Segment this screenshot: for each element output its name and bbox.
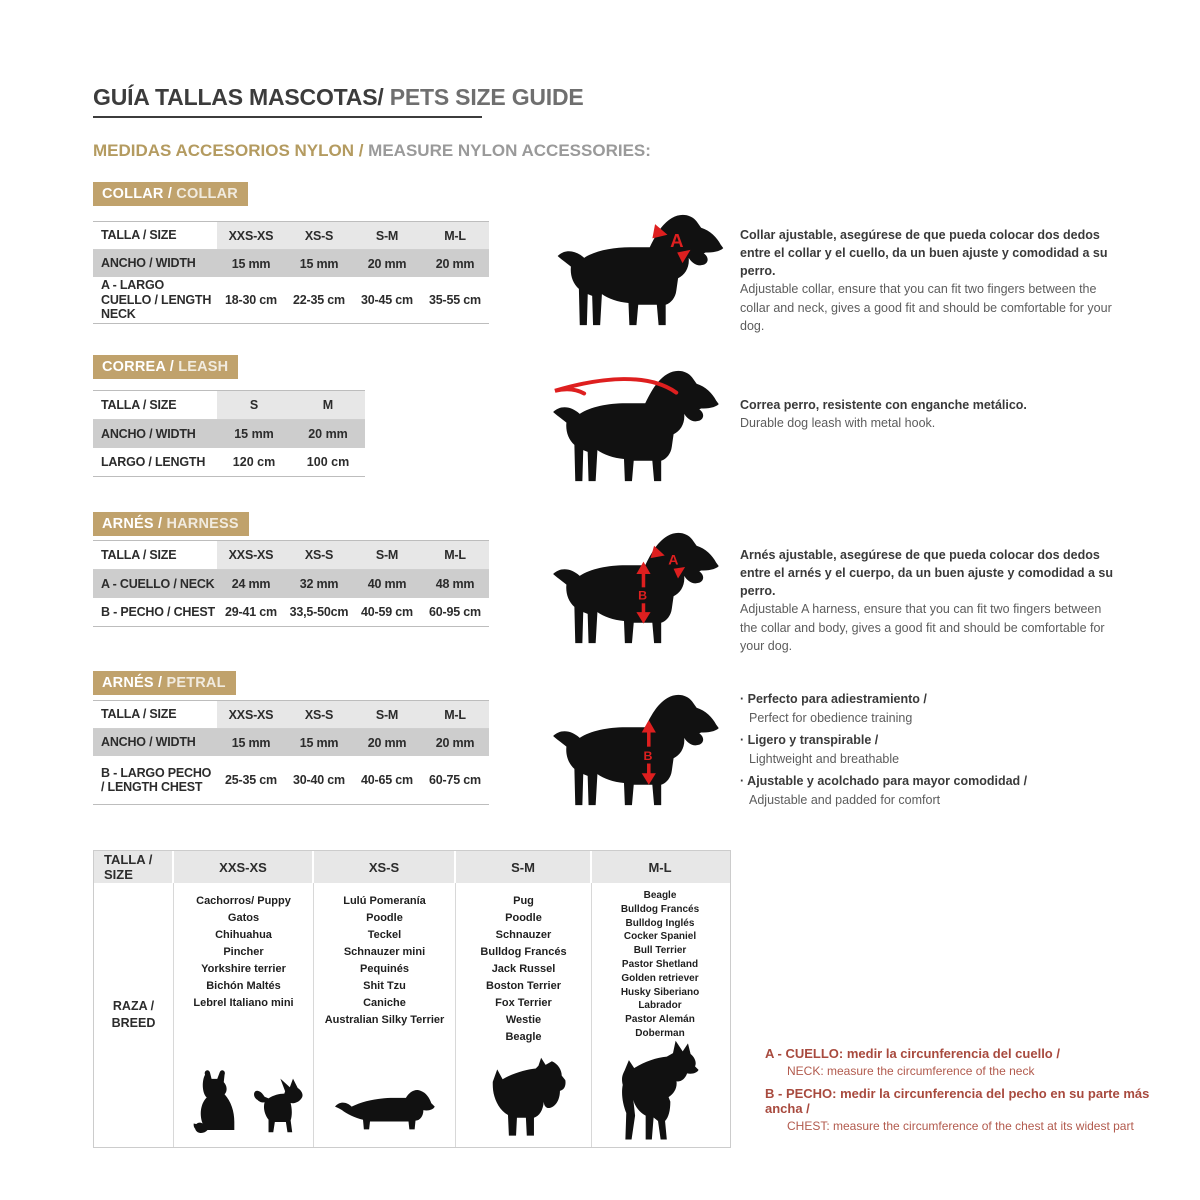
size-value: 60-75 cm <box>429 773 481 787</box>
cat-silhouette-icon <box>188 1067 240 1141</box>
harness-size-table <box>93 540 489 627</box>
petral-feature-list <box>740 691 1122 814</box>
breed-item: Pug <box>513 895 534 907</box>
breed-item: Cachorros/ Puppy <box>196 895 291 907</box>
description-es: Correa perro, resistente con enganche metálico. <box>740 398 1027 412</box>
column-header: S-M <box>456 851 592 883</box>
feature-es: · Perfecto para adiestramiento / <box>740 691 1122 709</box>
column-header: M-L <box>421 541 489 569</box>
neck-marker-a: A <box>668 552 679 569</box>
breed-item: Yorkshire terrier <box>201 963 286 976</box>
size-value: 20 mm <box>353 729 421 756</box>
size-value: 40-59 cm <box>361 605 413 619</box>
table-header-row <box>93 701 489 729</box>
breed-item: Cocker Spaniel <box>623 931 697 943</box>
badge-label-es: ARNÉS / <box>102 516 163 532</box>
page-subtitle <box>93 141 651 161</box>
size-value: 60-95 cm <box>429 605 481 619</box>
feature-item <box>740 773 1122 809</box>
page-subtitle-es: MEDIDAS ACCESORIOS NYLON / <box>93 141 364 160</box>
page-title <box>93 84 584 111</box>
column-header: S-M <box>353 222 421 249</box>
table-row <box>93 448 365 476</box>
title-underline <box>93 116 482 118</box>
breed-item: Labrador <box>638 1000 682 1012</box>
row-label: A - LARGO CUELLO / LENGTH NECK <box>101 278 212 322</box>
feature-item <box>740 691 1122 727</box>
table-header-row <box>93 541 489 570</box>
table-row <box>93 570 489 598</box>
table-row <box>93 250 489 277</box>
breed-list-xxs-xs <box>174 883 313 1012</box>
footnote-neck-es: A - CUELLO: medir la circunferencia del cuello / <box>765 1046 1060 1061</box>
row-label: B - PECHO / CHEST <box>101 604 215 619</box>
breed-list-xs-s <box>314 883 455 1029</box>
badge-label-es: CORREA / <box>102 359 174 375</box>
column-header: M-L <box>421 222 489 249</box>
description-en: Adjustable A harness, ensure that you can fit two fingers between the collar and body, gives a good fit and should be comfortable for your dog. <box>740 602 1105 653</box>
size-value: 30-45 cm <box>361 293 413 307</box>
size-value: 15 mm <box>217 250 285 277</box>
size-value: 32 mm <box>285 570 353 598</box>
size-value: 15 mm <box>217 729 285 756</box>
breed-table-header <box>94 851 730 883</box>
breed-item: Jack Russel <box>491 963 556 976</box>
column-header: TALLA / SIZE <box>101 397 177 412</box>
neck-marker-a: A <box>670 230 684 252</box>
badge-label-es: COLLAR / <box>102 186 173 202</box>
badge-label-en: HARNESS <box>162 516 239 532</box>
leash-size-table <box>93 390 365 477</box>
breed-cell-m-l <box>592 883 728 1147</box>
dog-petral-silhouette-icon <box>533 690 738 814</box>
column-header: XS-S <box>285 222 353 249</box>
section-badge-harness <box>93 512 249 536</box>
size-value: 15 mm <box>285 729 353 756</box>
breed-item: Chihuahua <box>215 929 272 942</box>
row-label: B - LARGO PECHO / LENGTH CHEST <box>101 765 212 794</box>
size-value: 40 mm <box>353 570 421 598</box>
breed-cell-xxs-xs <box>174 883 314 1147</box>
section-badge-leash <box>93 355 238 379</box>
chest-marker-b: B <box>638 588 648 603</box>
size-value: 15 mm <box>217 420 291 448</box>
doberman-silhouette-icon <box>610 1039 706 1143</box>
dog-collar-silhouette-icon <box>540 210 740 334</box>
badge-label-en: PETRAL <box>162 675 226 691</box>
size-value: 20 mm <box>353 250 421 277</box>
badge-label-en: LEASH <box>173 359 229 375</box>
breed-item: Schnauzer mini <box>343 946 426 959</box>
row-label: ANCHO / WIDTH <box>93 420 217 448</box>
column-header: TALLA / SIZE <box>101 547 177 562</box>
column-header: XS-S <box>285 701 353 728</box>
breed-item: Lebrel Italiano mini <box>193 997 294 1010</box>
table-header-row <box>93 222 489 250</box>
table-row <box>93 729 489 756</box>
breed-row-label-cell <box>94 883 174 1147</box>
column-header: M-L <box>421 701 489 728</box>
breed-item: Fox Terrier <box>495 997 552 1010</box>
badge-label-es: ARNÉS / <box>102 675 163 691</box>
breed-item: Poodle <box>505 912 542 925</box>
breed-item: Schnauzer <box>495 929 552 942</box>
size-value: 35-55 cm <box>429 293 481 307</box>
footnote-neck-en: NECK: measure the circumference of the neck <box>787 1064 1035 1078</box>
size-value: 18-30 cm <box>225 293 277 307</box>
column-header: S <box>217 391 291 419</box>
breed-item: Pastor Shetland <box>621 958 699 970</box>
footnote-chest-es: B - PECHO: medir la circunferencia del pecho en su parte más ancha / <box>765 1086 1150 1116</box>
breed-item: Australian Silky Terrier <box>324 1014 445 1027</box>
breed-item: Bichón Maltés <box>206 980 281 993</box>
breed-size-table <box>93 850 731 1148</box>
breed-list-s-m <box>456 883 591 1046</box>
breed-item: Pastor Alemán <box>625 1014 695 1026</box>
table-row <box>93 420 365 448</box>
table-row <box>93 277 489 323</box>
column-header: TALLA / SIZE <box>101 707 177 722</box>
row-label: A - CUELLO / NECK <box>93 570 217 598</box>
collar-size-table <box>93 221 489 324</box>
page-subtitle-en: MEASURE NYLON ACCESSORIES: <box>363 141 651 160</box>
size-value: 20 mm <box>421 250 489 277</box>
column-header: M-L <box>648 859 672 875</box>
column-header: S-M <box>353 541 421 569</box>
chihuahua-silhouette-icon <box>248 1073 308 1141</box>
page-title-es: GUÍA TALLAS MASCOTAS/ <box>93 84 384 110</box>
breed-item: Beagle <box>505 1031 542 1044</box>
column-header: TALLA / SIZE <box>101 228 177 243</box>
column-header: XXS-XS <box>217 701 285 728</box>
feature-en: Perfect for obedience training <box>749 710 913 725</box>
column-header: XXS-XS <box>217 541 285 569</box>
column-header: XS-S <box>314 851 456 883</box>
row-label: LARGO / LENGTH <box>101 454 206 469</box>
breed-item: Gatos <box>227 912 260 925</box>
size-value: 24 mm <box>217 570 285 598</box>
column-header: TALLA / SIZE <box>94 851 174 883</box>
feature-es: · Ajustable y acolchado para mayor comodidad / <box>740 773 1122 791</box>
size-value: 20 mm <box>421 729 489 756</box>
petral-size-table <box>93 700 489 805</box>
breed-item: Pequinés <box>360 963 409 976</box>
breed-item: Westie <box>505 1014 542 1027</box>
size-value: 120 cm <box>232 455 276 469</box>
size-value: 100 cm <box>306 455 350 469</box>
breed-item: Husky Siberiano <box>620 986 700 998</box>
breed-item: Shit Tzu <box>363 980 406 993</box>
dog-harness-silhouette-icon <box>533 528 738 652</box>
page-title-en: PETS SIZE GUIDE <box>383 84 584 110</box>
column-header: XXS-XS <box>217 222 285 249</box>
breed-item: Bull Terrier <box>633 945 687 957</box>
measurement-footnotes <box>765 1046 1185 1141</box>
feature-en: Adjustable and padded for comfort <box>749 792 941 807</box>
breed-row-label: RAZA / BREED <box>111 999 156 1030</box>
breed-item: Beagle <box>643 890 677 901</box>
breed-item: Poodle <box>366 912 403 925</box>
size-value: 22-35 cm <box>293 293 345 307</box>
breed-item: Bulldog Inglés <box>625 917 695 929</box>
breed-item: Bulldog Francés <box>620 903 700 915</box>
dachshund-silhouette-icon <box>330 1083 438 1139</box>
harness-description <box>740 546 1122 655</box>
feature-es: · Ligero y transpirable / <box>740 732 1122 750</box>
size-value: 15 mm <box>285 250 353 277</box>
table-header-row <box>93 391 365 420</box>
size-value: 40-65 cm <box>361 773 413 787</box>
table-row <box>93 756 489 804</box>
row-label: ANCHO / WIDTH <box>93 729 217 756</box>
column-header: XXS-XS <box>174 851 314 883</box>
breed-cell-xs-s <box>314 883 456 1147</box>
collar-description <box>740 226 1122 335</box>
row-label: ANCHO / WIDTH <box>93 250 217 277</box>
breed-item: Teckel <box>367 929 402 942</box>
breed-item: Pincher <box>223 946 264 959</box>
footnote-chest-en: CHEST: measure the circumference of the chest at its widest part <box>787 1119 1134 1133</box>
breed-item: Bulldog Francés <box>480 946 567 959</box>
breed-item: Caniche <box>363 997 406 1010</box>
size-value: 33,5-50cm <box>289 605 349 619</box>
feature-item <box>740 732 1122 768</box>
leash-description <box>740 396 1122 432</box>
column-header: S-M <box>353 701 421 728</box>
column-header: XS-S <box>285 541 353 569</box>
section-badge-collar <box>93 182 248 206</box>
size-value: 30-40 cm <box>293 773 345 787</box>
breed-table-body <box>94 883 730 1147</box>
size-value: 20 mm <box>291 420 365 448</box>
dog-leash-silhouette-icon <box>533 366 738 490</box>
section-badge-petral <box>93 671 236 695</box>
feature-en: Lightweight and breathable <box>749 751 900 766</box>
schnauzer-silhouette-icon <box>482 1055 568 1141</box>
description-en: Durable dog leash with metal hook. <box>740 416 936 431</box>
description-es: Collar ajustable, asegúrese de que pueda colocar dos dedos entre el collar y el cuello, da un buen ajuste y comodidad a su perro. <box>740 228 1108 279</box>
breed-item: Golden retriever <box>621 972 699 984</box>
breed-item: Lulú Pomeranía <box>343 895 426 907</box>
size-value: 29-41 cm <box>225 605 277 619</box>
breed-cell-s-m <box>456 883 592 1147</box>
breed-list-m-l <box>592 883 728 1041</box>
description-es: Arnés ajustable, asegúrese de que pueda colocar dos dedos entre el arnés y el cuerpo, da un buen ajuste y comodidad a su perro. <box>740 548 1114 599</box>
table-row <box>93 598 489 626</box>
breed-item: Boston Terrier <box>486 980 561 993</box>
column-header: M <box>291 391 365 419</box>
size-value: 48 mm <box>421 570 489 598</box>
size-value: 25-35 cm <box>225 773 277 787</box>
chest-marker-b: B <box>643 748 653 763</box>
breed-item: Doberman <box>635 1027 685 1039</box>
badge-label-en: COLLAR <box>172 186 238 202</box>
description-en: Adjustable collar, ensure that you can fit two fingers between the collar and neck, gives a good fit and should be comfortable for your dog. <box>740 282 1112 333</box>
